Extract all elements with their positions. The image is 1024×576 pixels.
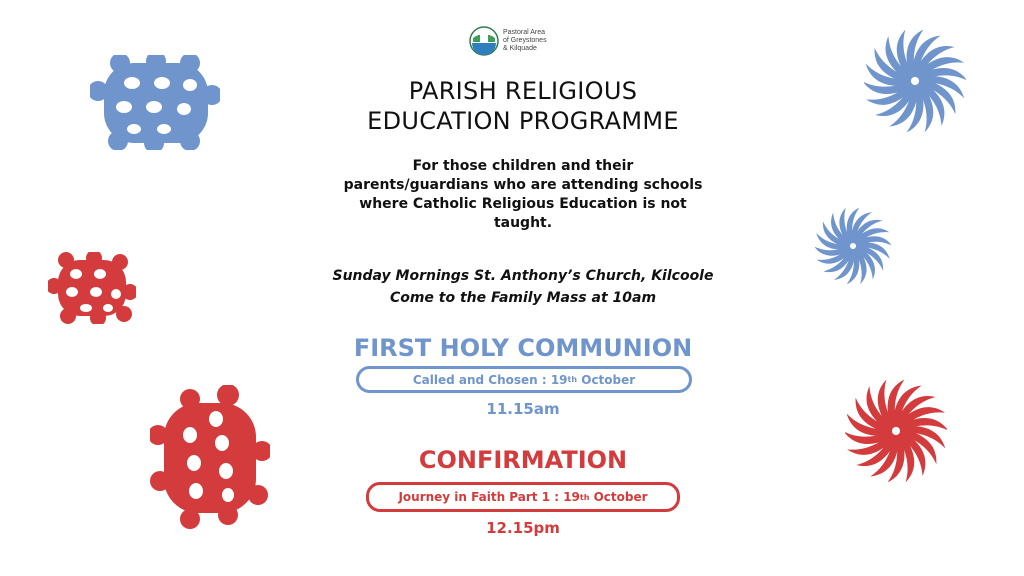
communion-pill-text: Called and Chosen : 19 xyxy=(412,372,568,387)
communion-heading: FIRST HOLY COMMUNION xyxy=(353,334,693,362)
confirmation-pill-tail: October xyxy=(589,490,648,504)
intro-line-4: taught. xyxy=(493,215,553,231)
logo-line-3: & Kilquade xyxy=(503,45,537,52)
intro-line-2: parents/guardians who are attending schools xyxy=(343,177,703,193)
blob-lattice-red-small xyxy=(48,252,136,324)
intro-text xyxy=(300,157,746,233)
logo-text xyxy=(503,29,547,53)
communion-time: 11.15am xyxy=(486,400,560,418)
confirmation-pill xyxy=(366,482,680,512)
communion-pill-tail: October xyxy=(577,372,636,387)
communion-pill xyxy=(356,366,692,393)
blob-lattice-red-large xyxy=(150,385,270,530)
blob-lattice-blue xyxy=(90,55,220,150)
confirmation-time: 12.15pm xyxy=(486,519,560,537)
confirmation-pill-text: Journey in Faith Part 1 : 19 xyxy=(398,490,580,504)
pastoral-area-logo xyxy=(469,26,547,56)
intro-line-3: where Catholic Religious Education is not xyxy=(359,196,687,212)
schedule-line-2: Come to the Family Mass at 10am xyxy=(389,290,657,306)
page-title xyxy=(300,76,746,136)
confirmation-heading: CONFIRMATION xyxy=(418,446,628,474)
communion-pill-sup: th xyxy=(567,375,578,384)
confirmation-pill-sup: th xyxy=(579,492,590,502)
title-line-1: PARISH RELIGIOUS xyxy=(408,77,638,105)
swirl-flower-red xyxy=(845,380,947,482)
schedule-text xyxy=(300,265,746,309)
title-line-2: EDUCATION PROGRAMME xyxy=(367,107,679,135)
swirl-flower-blue-small xyxy=(815,208,891,284)
schedule-line-1: Sunday Mornings St. Anthony’s Church, Kilcoole xyxy=(332,268,714,284)
church-logo-icon xyxy=(469,26,499,56)
logo-line-2: of Greystones xyxy=(503,37,547,44)
logo-line-1: Pastoral Area xyxy=(503,29,546,36)
swirl-flower-blue-large xyxy=(864,30,966,132)
intro-line-1: For those children and their xyxy=(412,158,634,174)
